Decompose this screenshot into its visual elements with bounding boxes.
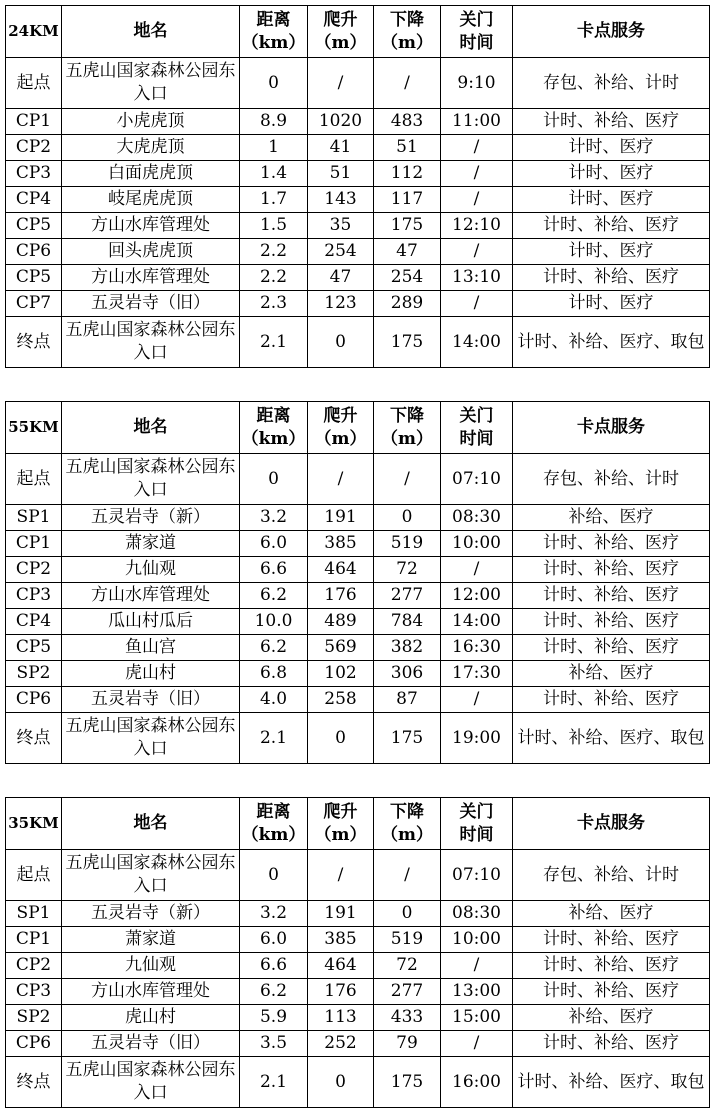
header-climb-line: （m） xyxy=(314,824,367,845)
climb: 489 xyxy=(308,609,374,635)
checkpoint-code: CP2 xyxy=(6,135,62,161)
climb: 0 xyxy=(308,713,374,764)
location-name: 五灵岩寺（新） xyxy=(62,901,240,927)
checkpoint-code: CP7 xyxy=(6,291,62,317)
table-row xyxy=(6,901,710,927)
header-climb xyxy=(308,6,374,58)
header-services xyxy=(513,6,710,58)
header-location-name xyxy=(62,798,240,850)
climb: 102 xyxy=(308,661,374,687)
location-name: 五虎山国家森林公园东入口 xyxy=(62,713,240,764)
location-name: 五虎山国家森林公园东入口 xyxy=(62,317,240,368)
distance: 2.3 xyxy=(240,291,308,317)
services: 计时、补给、医疗、取包 xyxy=(513,713,710,764)
table-row xyxy=(6,687,710,713)
climb: 51 xyxy=(308,161,374,187)
climb: 258 xyxy=(308,687,374,713)
checkpoint-code: CP6 xyxy=(6,239,62,265)
header-climb-line: （m） xyxy=(314,428,367,449)
services: 计时、补给、医疗 xyxy=(513,927,710,953)
descent: 289 xyxy=(374,291,441,317)
header-climb-line: 爬升 xyxy=(323,9,358,30)
checkpoint-code: 起点 xyxy=(6,850,62,901)
services: 计时、补给、医疗 xyxy=(513,265,710,291)
distance: 3.2 xyxy=(240,901,308,927)
header-location-name xyxy=(62,402,240,454)
checkpoint-code: CP2 xyxy=(6,953,62,979)
distance: 1 xyxy=(240,135,308,161)
climb: 113 xyxy=(308,1005,374,1031)
table-row xyxy=(6,609,710,635)
table-row xyxy=(6,850,710,901)
checkpoint-code: CP5 xyxy=(6,635,62,661)
cutoff-time: 11:00 xyxy=(441,109,513,135)
descent: 72 xyxy=(374,953,441,979)
descent: 117 xyxy=(374,187,441,213)
descent: 784 xyxy=(374,609,441,635)
distance: 0 xyxy=(240,58,308,109)
header-location-name-line: 地名 xyxy=(133,21,168,41)
services: 计时、补给、医疗、取包 xyxy=(513,1057,710,1108)
services: 补给、医疗 xyxy=(513,1005,710,1031)
distance: 1.4 xyxy=(240,161,308,187)
header-cutoff-time-line: 时间 xyxy=(459,428,494,449)
services: 补给、医疗 xyxy=(513,505,710,531)
descent: 0 xyxy=(374,505,441,531)
services: 存包、补给、计时 xyxy=(513,58,710,109)
climb: 191 xyxy=(308,901,374,927)
climb: 252 xyxy=(308,1031,374,1057)
checkpoint-code: SP2 xyxy=(6,661,62,687)
location-name: 虎山村 xyxy=(62,661,240,687)
header-cutoff-time xyxy=(441,402,513,454)
services: 计时、补给、医疗 xyxy=(513,979,710,1005)
cutoff-time: 19:00 xyxy=(441,713,513,764)
location-name: 五灵岩寺（旧） xyxy=(62,1031,240,1057)
distance: 2.1 xyxy=(240,1057,308,1108)
checkpoint-code: SP1 xyxy=(6,505,62,531)
cutoff-time: / xyxy=(441,239,513,265)
services: 补给、医疗 xyxy=(513,661,710,687)
descent: 519 xyxy=(374,927,441,953)
location-name: 虎山村 xyxy=(62,1005,240,1031)
distance: 5.9 xyxy=(240,1005,308,1031)
services: 计时、补给、医疗 xyxy=(513,953,710,979)
table-row xyxy=(6,583,710,609)
climb: / xyxy=(308,850,374,901)
location-name: 岐尾虎虎顶 xyxy=(62,187,240,213)
services: 计时、医疗 xyxy=(513,187,710,213)
location-name: 九仙观 xyxy=(62,557,240,583)
table-row xyxy=(6,927,710,953)
cutoff-time: / xyxy=(441,687,513,713)
cutoff-time: 15:00 xyxy=(441,1005,513,1031)
descent: 0 xyxy=(374,901,441,927)
descent: 72 xyxy=(374,557,441,583)
cutoff-time: 17:30 xyxy=(441,661,513,687)
services: 计时、补给、医疗、取包 xyxy=(513,317,710,368)
header-services-line: 卡点服务 xyxy=(577,21,645,41)
distance: 10.0 xyxy=(240,609,308,635)
checkpoint-code: CP2 xyxy=(6,557,62,583)
services: 计时、补给、医疗 xyxy=(513,557,710,583)
header-climb xyxy=(308,402,374,454)
distance: 6.6 xyxy=(240,557,308,583)
services: 计时、补给、医疗 xyxy=(513,635,710,661)
table-row xyxy=(6,1005,710,1031)
descent: 306 xyxy=(374,661,441,687)
descent: 51 xyxy=(374,135,441,161)
header-distance xyxy=(240,798,308,850)
checkpoint-code: 终点 xyxy=(6,317,62,368)
header-services-line: 卡点服务 xyxy=(577,813,645,833)
descent: / xyxy=(374,454,441,505)
checkpoint-code: CP5 xyxy=(6,265,62,291)
climb: 35 xyxy=(308,213,374,239)
checkpoint-code: CP4 xyxy=(6,609,62,635)
header-climb-line: 爬升 xyxy=(323,801,358,822)
location-name: 方山水库管理处 xyxy=(62,583,240,609)
table-row xyxy=(6,265,710,291)
cutoff-time: / xyxy=(441,291,513,317)
table-row xyxy=(6,557,710,583)
location-name: 白面虎虎顶 xyxy=(62,161,240,187)
location-name: 五虎山国家森林公园东入口 xyxy=(62,1057,240,1108)
cutoff-time: 10:00 xyxy=(441,531,513,557)
header-cutoff-time-line: 关门 xyxy=(459,405,494,426)
checkpoint-code: CP1 xyxy=(6,109,62,135)
header-descent-line: （m） xyxy=(381,32,433,53)
services: 计时、补给、医疗 xyxy=(513,1031,710,1057)
checkpoint-code: 终点 xyxy=(6,1057,62,1108)
location-name: 方山水库管理处 xyxy=(62,213,240,239)
distance: 6.6 xyxy=(240,953,308,979)
checkpoint-code: CP3 xyxy=(6,979,62,1005)
descent: 79 xyxy=(374,1031,441,1057)
services: 存包、补给、计时 xyxy=(513,850,710,901)
descent: 112 xyxy=(374,161,441,187)
descent: 87 xyxy=(374,687,441,713)
header-services xyxy=(513,798,710,850)
climb: 0 xyxy=(308,317,374,368)
services: 计时、补给、医疗 xyxy=(513,687,710,713)
location-name: 回头虎虎顶 xyxy=(62,239,240,265)
header-cutoff-time-line: 关门 xyxy=(459,801,494,822)
location-name: 方山水库管理处 xyxy=(62,265,240,291)
distance: 2.2 xyxy=(240,265,308,291)
cutoff-time: 13:10 xyxy=(441,265,513,291)
services: 计时、补给、医疗 xyxy=(513,609,710,635)
distance: 1.5 xyxy=(240,213,308,239)
table-row xyxy=(6,454,710,505)
header-descent-line: 下降 xyxy=(390,801,424,822)
descent: 277 xyxy=(374,583,441,609)
checkpoint-code: CP1 xyxy=(6,927,62,953)
race-label: 55KM xyxy=(6,402,62,454)
climb: 41 xyxy=(308,135,374,161)
location-name: 萧家道 xyxy=(62,927,240,953)
distance: 0 xyxy=(240,850,308,901)
cutoff-time: / xyxy=(441,187,513,213)
checkpoint-code: CP3 xyxy=(6,161,62,187)
descent: 483 xyxy=(374,109,441,135)
descent: / xyxy=(374,58,441,109)
header-climb xyxy=(308,798,374,850)
header-distance-line: 距离 xyxy=(256,405,291,426)
cutoff-time: 14:00 xyxy=(441,317,513,368)
checkpoint-code: SP1 xyxy=(6,901,62,927)
services: 计时、补给、医疗 xyxy=(513,583,710,609)
cutoff-time: / xyxy=(441,557,513,583)
checkpoint-code: CP6 xyxy=(6,687,62,713)
climb: 176 xyxy=(308,583,374,609)
header-descent-line: （m） xyxy=(381,824,433,845)
cutoff-time: / xyxy=(441,135,513,161)
climb: 464 xyxy=(308,557,374,583)
cutoff-time: 9:10 xyxy=(441,58,513,109)
header-row xyxy=(6,402,710,454)
header-cutoff-time-line: 时间 xyxy=(459,32,494,53)
descent: 382 xyxy=(374,635,441,661)
table-row xyxy=(6,1057,710,1108)
descent: 47 xyxy=(374,239,441,265)
descent: 519 xyxy=(374,531,441,557)
location-name: 瓜山村瓜后 xyxy=(62,609,240,635)
header-distance-line: （km） xyxy=(241,32,306,53)
services: 存包、补给、计时 xyxy=(513,454,710,505)
location-name: 鱼山宫 xyxy=(62,635,240,661)
table-row xyxy=(6,635,710,661)
location-name: 九仙观 xyxy=(62,953,240,979)
climb: 254 xyxy=(308,239,374,265)
header-row xyxy=(6,798,710,850)
cutoff-time: 07:10 xyxy=(441,850,513,901)
descent: 254 xyxy=(374,265,441,291)
climb: 143 xyxy=(308,187,374,213)
distance: 2.1 xyxy=(240,317,308,368)
table-row xyxy=(6,187,710,213)
header-distance-line: 距离 xyxy=(256,9,291,30)
cutoff-time: 14:00 xyxy=(441,609,513,635)
table-row xyxy=(6,161,710,187)
header-descent-line: 下降 xyxy=(390,9,424,30)
checkpoint-code: CP1 xyxy=(6,531,62,557)
location-name: 方山水库管理处 xyxy=(62,979,240,1005)
cutoff-time: 13:00 xyxy=(441,979,513,1005)
header-descent xyxy=(374,402,441,454)
distance: 2.2 xyxy=(240,239,308,265)
table-row xyxy=(6,505,710,531)
climb: 464 xyxy=(308,953,374,979)
checkpoint-table-35km xyxy=(5,797,710,1108)
header-distance-line: 距离 xyxy=(256,801,291,822)
header-location-name-line: 地名 xyxy=(133,417,168,437)
checkpoint-code: 起点 xyxy=(6,58,62,109)
race-label: 24KM xyxy=(6,6,62,58)
checkpoint-code: CP5 xyxy=(6,213,62,239)
distance: 1.7 xyxy=(240,187,308,213)
table-row xyxy=(6,979,710,1005)
cutoff-time: 16:00 xyxy=(441,1057,513,1108)
race-label: 35KM xyxy=(6,798,62,850)
location-name: 五灵岩寺（旧） xyxy=(62,687,240,713)
services: 计时、补给、医疗 xyxy=(513,531,710,557)
cutoff-time: / xyxy=(441,1031,513,1057)
services: 计时、医疗 xyxy=(513,161,710,187)
distance: 6.0 xyxy=(240,531,308,557)
services: 计时、补给、医疗 xyxy=(513,213,710,239)
climb: / xyxy=(308,454,374,505)
distance: 6.8 xyxy=(240,661,308,687)
climb: 191 xyxy=(308,505,374,531)
header-descent xyxy=(374,6,441,58)
cutoff-time: 07:10 xyxy=(441,454,513,505)
table-row xyxy=(6,109,710,135)
table-row xyxy=(6,239,710,265)
climb: 1020 xyxy=(308,109,374,135)
cutoff-time: / xyxy=(441,161,513,187)
checkpoint-table-55km xyxy=(5,401,710,764)
distance: 0 xyxy=(240,454,308,505)
table-row xyxy=(6,661,710,687)
distance: 3.2 xyxy=(240,505,308,531)
descent: 175 xyxy=(374,1057,441,1108)
distance: 6.0 xyxy=(240,927,308,953)
distance: 4.0 xyxy=(240,687,308,713)
distance: 6.2 xyxy=(240,583,308,609)
location-name: 萧家道 xyxy=(62,531,240,557)
services: 计时、补给、医疗 xyxy=(513,109,710,135)
climb: / xyxy=(308,58,374,109)
location-name: 五虎山国家森林公园东入口 xyxy=(62,454,240,505)
table-row xyxy=(6,953,710,979)
location-name: 五虎山国家森林公园东入口 xyxy=(62,850,240,901)
header-cutoff-time-line: 关门 xyxy=(459,9,494,30)
header-climb-line: （m） xyxy=(314,32,367,53)
header-climb-line: 爬升 xyxy=(323,405,358,426)
checkpoint-code: SP2 xyxy=(6,1005,62,1031)
cutoff-time: 12:10 xyxy=(441,213,513,239)
checkpoint-table-24km xyxy=(5,5,710,368)
table-row xyxy=(6,135,710,161)
services: 补给、医疗 xyxy=(513,901,710,927)
header-services-line: 卡点服务 xyxy=(577,417,645,437)
location-name: 五灵岩寺（旧） xyxy=(62,291,240,317)
services: 计时、医疗 xyxy=(513,239,710,265)
header-distance xyxy=(240,402,308,454)
header-cutoff-time xyxy=(441,6,513,58)
table-row xyxy=(6,213,710,239)
header-descent xyxy=(374,798,441,850)
distance: 6.2 xyxy=(240,979,308,1005)
distance: 8.9 xyxy=(240,109,308,135)
location-name: 大虎虎顶 xyxy=(62,135,240,161)
cutoff-time: 16:30 xyxy=(441,635,513,661)
header-distance xyxy=(240,6,308,58)
header-distance-line: （km） xyxy=(241,824,306,845)
table-row xyxy=(6,317,710,368)
climb: 176 xyxy=(308,979,374,1005)
checkpoint-code: 终点 xyxy=(6,713,62,764)
descent: 175 xyxy=(374,317,441,368)
table-row xyxy=(6,713,710,764)
table-row xyxy=(6,58,710,109)
climb: 0 xyxy=(308,1057,374,1108)
services: 计时、医疗 xyxy=(513,135,710,161)
table-row xyxy=(6,531,710,557)
header-descent-line: （m） xyxy=(381,428,433,449)
header-services xyxy=(513,402,710,454)
checkpoint-code: CP4 xyxy=(6,187,62,213)
header-location-name-line: 地名 xyxy=(133,813,168,833)
checkpoint-code: CP3 xyxy=(6,583,62,609)
cutoff-time: 08:30 xyxy=(441,901,513,927)
descent: 175 xyxy=(374,213,441,239)
descent: 433 xyxy=(374,1005,441,1031)
climb: 47 xyxy=(308,265,374,291)
header-distance-line: （km） xyxy=(241,428,306,449)
location-name: 小虎虎顶 xyxy=(62,109,240,135)
header-descent-line: 下降 xyxy=(390,405,424,426)
header-cutoff-time-line: 时间 xyxy=(459,824,494,845)
climb: 385 xyxy=(308,531,374,557)
checkpoint-code: CP6 xyxy=(6,1031,62,1057)
distance: 6.2 xyxy=(240,635,308,661)
checkpoint-code: 起点 xyxy=(6,454,62,505)
cutoff-time: 08:30 xyxy=(441,505,513,531)
descent: 175 xyxy=(374,713,441,764)
cutoff-time: 10:00 xyxy=(441,927,513,953)
location-name: 五虎山国家森林公园东入口 xyxy=(62,58,240,109)
distance: 2.1 xyxy=(240,713,308,764)
services: 计时、医疗 xyxy=(513,291,710,317)
location-name: 五灵岩寺（新） xyxy=(62,505,240,531)
header-location-name xyxy=(62,6,240,58)
table-row xyxy=(6,1031,710,1057)
descent: / xyxy=(374,850,441,901)
table-row xyxy=(6,291,710,317)
header-row xyxy=(6,6,710,58)
distance: 3.5 xyxy=(240,1031,308,1057)
cutoff-time: 12:00 xyxy=(441,583,513,609)
descent: 277 xyxy=(374,979,441,1005)
climb: 569 xyxy=(308,635,374,661)
header-cutoff-time xyxy=(441,798,513,850)
cutoff-time: / xyxy=(441,953,513,979)
climb: 123 xyxy=(308,291,374,317)
climb: 385 xyxy=(308,927,374,953)
